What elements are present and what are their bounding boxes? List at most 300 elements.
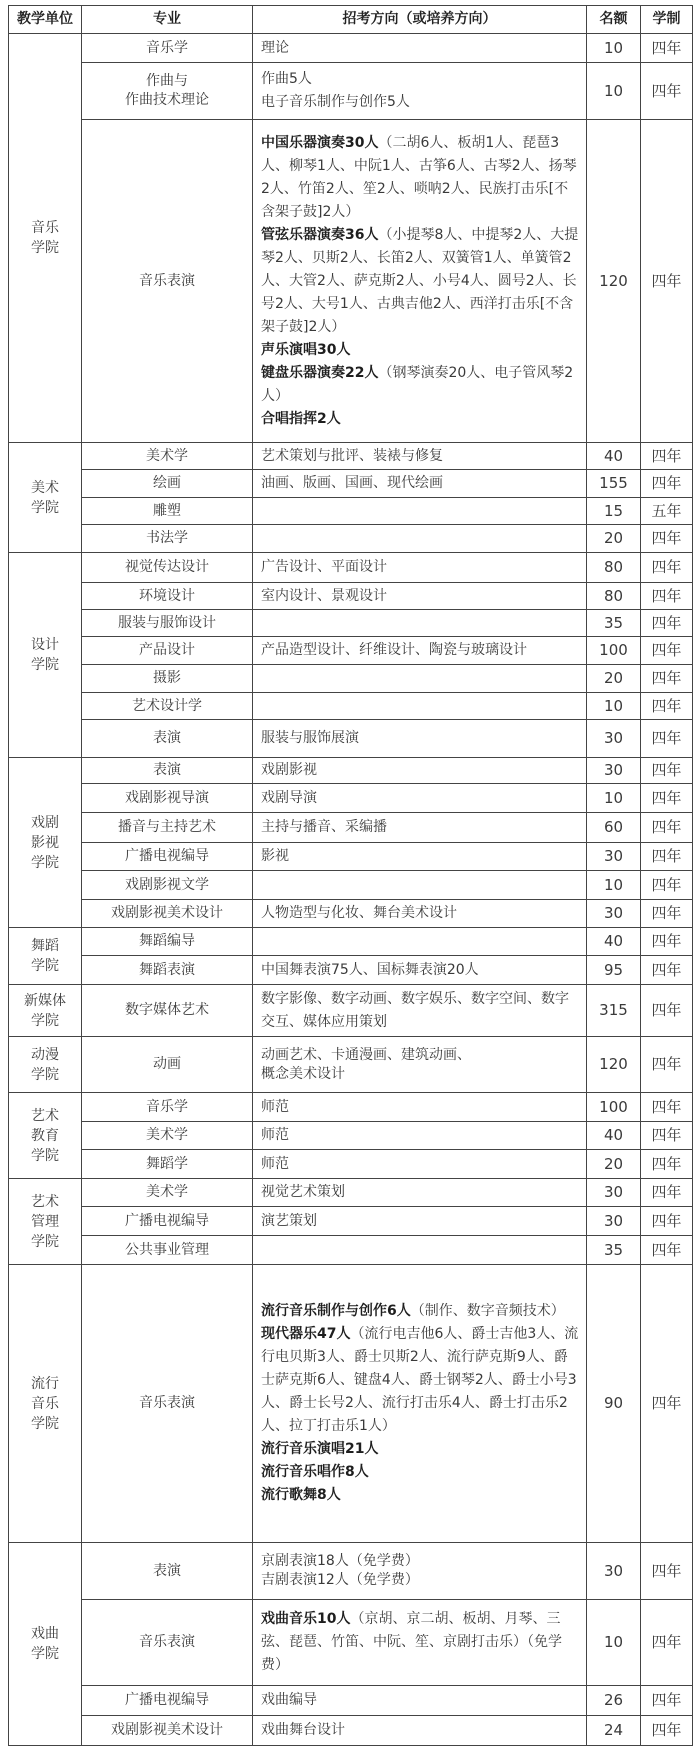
table-row <box>9 525 693 553</box>
quota-cell: 24 <box>587 1716 641 1746</box>
major-name: 广播电视编导 <box>125 848 209 864</box>
major-name: 服装与服饰设计 <box>118 614 216 631</box>
quota-cell: 10 <box>587 693 641 720</box>
quota-cell: 120 <box>587 1037 641 1093</box>
duration-cell: 四年 <box>641 553 693 583</box>
major-name: 动画 <box>153 1056 181 1072</box>
direction-item-detail: 主持与播音、采编播 <box>261 819 387 835</box>
direction-item-detail: 理论 <box>261 39 289 56</box>
direction-item <box>261 1096 580 1119</box>
direction-item-title: 流行音乐演唱21人 <box>261 1441 379 1457</box>
major-cell <box>82 871 253 900</box>
direction-cell <box>253 813 587 843</box>
quota-cell: 30 <box>587 720 641 758</box>
direction-item-detail: 戏曲舞台设计 <box>261 1722 345 1738</box>
direction-cell <box>253 693 587 720</box>
table-row <box>9 871 693 900</box>
duration-cell: 四年 <box>641 1686 693 1716</box>
direction-item-detail: （小提琴8人、中提琴2人、大提琴2人、贝斯2人、长笛2人、双簧管1人、单簧管2人、大管2人、萨克斯2人、小号4人、圆号2人、长号2人、大号1人、古典吉他2人、西洋打击乐[不含架子鼓]2人） <box>261 226 579 335</box>
direction-item-detail: 京剧表演18人（免学费） <box>261 1553 419 1569</box>
direction-cell <box>253 443 587 470</box>
teaching-unit-name: 艺术 <box>31 1107 59 1124</box>
direction-item-detail: 师范 <box>261 1127 289 1143</box>
major-cell <box>82 470 253 498</box>
major-cell <box>82 956 253 985</box>
direction-item-title: 现代器乐47人 <box>261 1326 351 1342</box>
major-name: 绘画 <box>153 475 181 491</box>
major-name: 音乐学 <box>146 39 188 56</box>
major-name: 环境设计 <box>139 587 195 604</box>
major-name: 舞蹈表演 <box>139 961 195 978</box>
direction-cell <box>253 120 587 443</box>
table-row <box>9 985 693 1037</box>
teaching-unit-name: 音乐 <box>31 1395 59 1412</box>
direction-item-title: 中国乐器演奏30人 <box>261 134 379 151</box>
direction-cell <box>253 1686 587 1716</box>
table-row <box>9 1543 693 1600</box>
major-cell <box>82 900 253 928</box>
direction-cell <box>253 1716 587 1746</box>
duration-cell: 四年 <box>641 693 693 720</box>
direction-item-detail: 人物造型与化妆、舞台美术设计 <box>261 905 457 921</box>
quota-cell: 80 <box>587 583 641 610</box>
quota-cell: 10 <box>587 34 641 63</box>
direction-item <box>261 1571 580 1590</box>
duration-cell: 四年 <box>641 758 693 784</box>
duration-cell: 四年 <box>641 34 693 63</box>
duration-cell: 四年 <box>641 1600 693 1686</box>
header-quota: 名额 <box>587 6 641 34</box>
table-row <box>9 1600 693 1686</box>
duration-cell: 四年 <box>641 610 693 637</box>
table-row <box>9 758 693 784</box>
direction-item <box>261 727 580 750</box>
duration-cell: 四年 <box>641 120 693 443</box>
major-name: 书法学 <box>146 530 188 546</box>
teaching-unit-name: 学院 <box>31 1147 59 1164</box>
direction-cell <box>253 498 587 525</box>
direction-item <box>261 362 580 408</box>
major-cell <box>82 63 253 120</box>
quota-cell: 20 <box>587 665 641 693</box>
teaching-unit-name: 学院 <box>31 958 59 974</box>
duration-cell: 四年 <box>641 1265 693 1543</box>
table-row <box>9 843 693 871</box>
direction-item-detail: 数字影像、数字动画、数字娱乐、数字空间、数字交互、媒体应用策划 <box>261 990 569 1030</box>
quota-cell: 30 <box>587 843 641 871</box>
direction-item-detail: 演艺策划 <box>261 1212 317 1229</box>
duration-cell: 四年 <box>641 1207 693 1236</box>
table-row <box>9 443 693 470</box>
quota-cell: 35 <box>587 610 641 637</box>
direction-item <box>261 959 580 982</box>
table-header-row <box>9 6 693 34</box>
table-row <box>9 1037 693 1093</box>
direction-item-detail: 产品造型设计、纤维设计、陶瓷与玻璃设计 <box>261 642 527 658</box>
quota-cell: 20 <box>587 525 641 553</box>
direction-item-detail: 艺术策划与批评、装裱与修复 <box>261 447 443 464</box>
header-unit: 教学单位 <box>9 6 82 34</box>
quota-cell: 15 <box>587 498 641 525</box>
teaching-unit-cell <box>9 1543 82 1746</box>
direction-item <box>261 902 580 925</box>
direction-item <box>261 759 580 782</box>
direction-item <box>261 1210 580 1233</box>
table-row <box>9 583 693 610</box>
quota-cell: 40 <box>587 1122 641 1150</box>
major-name: 戏剧影视美术设计 <box>111 905 223 921</box>
quota-cell: 30 <box>587 900 641 928</box>
table-row <box>9 610 693 637</box>
direction-item <box>261 787 580 810</box>
major-cell <box>82 1207 253 1236</box>
direction-item-detail: 师范 <box>261 1155 289 1172</box>
major-cell <box>82 843 253 871</box>
table-row <box>9 665 693 693</box>
direction-cell <box>253 1600 587 1686</box>
direction-item-detail: （制作、数字音频技术） <box>410 1303 565 1319</box>
direction-item <box>261 68 580 91</box>
direction-item-detail: 吉剧表演12人（免学费） <box>261 1572 419 1588</box>
major-cell <box>82 120 253 443</box>
direction-cell <box>253 583 587 610</box>
direction-item <box>261 1484 580 1507</box>
table-row <box>9 637 693 665</box>
teaching-unit-name: 影视 <box>31 834 59 851</box>
direction-item <box>261 472 580 495</box>
teaching-unit-name: 管理 <box>31 1213 59 1230</box>
direction-cell <box>253 720 587 758</box>
direction-item <box>261 1438 580 1461</box>
major-name: 戏剧影视美术设计 <box>111 1722 223 1738</box>
duration-cell: 四年 <box>641 443 693 470</box>
major-cell <box>82 1265 253 1543</box>
duration-cell: 四年 <box>641 900 693 928</box>
direction-item-detail: 戏剧影视 <box>261 762 317 778</box>
direction-cell <box>253 928 587 956</box>
table-row <box>9 900 693 928</box>
direction-item <box>261 408 580 431</box>
teaching-unit-name: 动漫 <box>31 1046 59 1063</box>
quota-cell: 100 <box>587 1093 641 1122</box>
direction-cell <box>253 63 587 120</box>
direction-item-detail: （流行电吉他6人、爵士吉他3人、流行电贝斯3人、爵士贝斯2人、流行萨克斯9人、爵士萨克斯6人、键盘4人、爵士钢琴2人、爵士小号3人、爵士长号2人、流行打击乐4人、爵士打击乐2人、拉丁打击乐1人） <box>261 1326 579 1434</box>
major-name: 视觉传达设计 <box>125 559 209 575</box>
duration-cell: 四年 <box>641 470 693 498</box>
duration-cell: 四年 <box>641 985 693 1037</box>
duration-cell: 四年 <box>641 813 693 843</box>
direction-cell <box>253 1122 587 1150</box>
major-name: 艺术设计学 <box>132 697 202 714</box>
direction-item-title: 键盘乐器演奏22人 <box>261 364 379 381</box>
table-row <box>9 63 693 120</box>
major-cell <box>82 665 253 693</box>
teaching-unit-cell <box>9 553 82 758</box>
direction-cell <box>253 843 587 871</box>
direction-item <box>261 1124 580 1147</box>
quota-cell: 30 <box>587 1207 641 1236</box>
duration-cell: 四年 <box>641 1150 693 1179</box>
direction-item <box>261 91 580 114</box>
direction-cell <box>253 34 587 63</box>
direction-item <box>261 1689 580 1712</box>
quota-cell: 90 <box>587 1265 641 1543</box>
table-row <box>9 34 693 63</box>
direction-item-detail: （京胡、京二胡、板胡、月琴、三弦、琵琶、竹笛、中阮、笙、京剧打击乐）（免学费） <box>261 1611 562 1673</box>
major-cell <box>82 443 253 470</box>
major-cell <box>82 637 253 665</box>
major-cell <box>82 1150 253 1179</box>
major-cell <box>82 34 253 63</box>
major-name: 戏剧影视文学 <box>125 876 209 893</box>
teaching-unit-name: 舞蹈 <box>31 938 59 954</box>
enrollment-plan-table <box>8 5 693 1746</box>
quota-cell: 80 <box>587 553 641 583</box>
major-name: 舞蹈学 <box>146 1155 188 1172</box>
direction-cell <box>253 610 587 637</box>
quota-cell: 120 <box>587 120 641 443</box>
teaching-unit-cell <box>9 928 82 985</box>
header-major: 专业 <box>82 6 253 34</box>
direction-item <box>261 339 580 362</box>
direction-item <box>261 1608 580 1677</box>
direction-item-title: 声乐演唱30人 <box>261 341 351 358</box>
direction-item <box>261 1300 580 1323</box>
major-cell <box>82 610 253 637</box>
direction-item-title: 流行音乐唱作8人 <box>261 1464 369 1480</box>
quota-cell: 40 <box>587 928 641 956</box>
direction-item <box>261 224 580 339</box>
direction-item-detail: 电子音乐制作与创作5人 <box>261 94 410 110</box>
duration-cell: 四年 <box>641 63 693 120</box>
direction-item <box>261 816 580 839</box>
teaching-unit-name: 学院 <box>31 854 59 871</box>
major-name: 美术学 <box>146 1184 188 1200</box>
major-name: 音乐表演 <box>139 272 195 289</box>
table-row <box>9 720 693 758</box>
direction-item-detail: 作曲5人 <box>261 71 312 87</box>
teaching-unit-name: 学院 <box>31 1066 59 1083</box>
table-row <box>9 1236 693 1265</box>
direction-cell <box>253 1037 587 1093</box>
major-cell <box>82 784 253 813</box>
duration-cell: 四年 <box>641 525 693 553</box>
quota-cell: 35 <box>587 1236 641 1265</box>
direction-item-title: 管弦乐器演奏36人 <box>261 226 379 243</box>
direction-cell <box>253 1236 587 1265</box>
direction-item <box>261 1323 580 1438</box>
major-name: 音乐表演 <box>139 1395 195 1411</box>
teaching-unit-name: 艺术 <box>31 1193 59 1210</box>
direction-item <box>261 1461 580 1484</box>
duration-cell: 四年 <box>641 784 693 813</box>
direction-cell <box>253 956 587 985</box>
teaching-unit-cell <box>9 1037 82 1093</box>
major-cell <box>82 498 253 525</box>
direction-cell <box>253 758 587 784</box>
direction-cell <box>253 637 587 665</box>
quota-cell: 30 <box>587 1179 641 1207</box>
major-name: 产品设计 <box>139 642 195 658</box>
quota-cell: 10 <box>587 871 641 900</box>
direction-item <box>261 1181 580 1204</box>
direction-item-detail: （二胡6人、板胡1人、琵琶3人、柳琴1人、中阮1人、古筝6人、古琴2人、扬琴2人、竹笛2人、笙2人、唢呐2人、民族打击乐[不含架子鼓]2人） <box>261 134 577 220</box>
major-cell <box>82 693 253 720</box>
quota-cell: 10 <box>587 784 641 813</box>
direction-item-title: 合唱指挥2人 <box>261 410 341 427</box>
direction-item-detail: 油画、版画、国画、现代绘画 <box>261 475 443 491</box>
teaching-unit-cell <box>9 443 82 553</box>
direction-item <box>261 37 580 60</box>
table-row <box>9 1265 693 1543</box>
quota-cell: 10 <box>587 1600 641 1686</box>
duration-cell: 四年 <box>641 1122 693 1150</box>
quota-cell: 20 <box>587 1150 641 1179</box>
teaching-unit-name: 学院 <box>31 240 59 256</box>
direction-item <box>261 1552 580 1571</box>
table-row <box>9 1207 693 1236</box>
table-row <box>9 553 693 583</box>
teaching-unit-name: 新媒体 <box>24 992 66 1009</box>
direction-item-detail: 视觉艺术策划 <box>261 1184 345 1200</box>
direction-item <box>261 556 580 579</box>
major-name: 舞蹈编导 <box>139 933 195 949</box>
table-row <box>9 120 693 443</box>
direction-item-detail: 动画艺术、卡通漫画、建筑动画、 <box>261 1046 471 1063</box>
direction-cell <box>253 1207 587 1236</box>
major-name: 作曲技术理论 <box>125 92 209 108</box>
teaching-unit-cell <box>9 1093 82 1179</box>
direction-cell <box>253 470 587 498</box>
teaching-unit-name: 戏曲 <box>31 1626 59 1642</box>
duration-cell: 四年 <box>641 1179 693 1207</box>
direction-cell <box>253 784 587 813</box>
duration-cell: 四年 <box>641 871 693 900</box>
duration-cell: 四年 <box>641 665 693 693</box>
duration-cell: 四年 <box>641 1093 693 1122</box>
major-cell <box>82 1179 253 1207</box>
quota-cell: 30 <box>587 758 641 784</box>
table-row <box>9 1179 693 1207</box>
major-cell <box>82 1236 253 1265</box>
table-row <box>9 1686 693 1716</box>
direction-cell <box>253 1179 587 1207</box>
teaching-unit-name: 设计 <box>31 637 59 653</box>
teaching-unit-name: 教育 <box>31 1127 59 1144</box>
major-cell <box>82 720 253 758</box>
teaching-unit-name: 音乐 <box>31 220 59 236</box>
duration-cell: 四年 <box>641 956 693 985</box>
major-name: 广播电视编导 <box>125 1692 209 1708</box>
direction-item-detail: 戏剧导演 <box>261 789 317 806</box>
teaching-unit-cell <box>9 1179 82 1265</box>
direction-item <box>261 988 580 1034</box>
major-name: 播音与主持艺术 <box>118 819 216 835</box>
duration-cell: 四年 <box>641 1037 693 1093</box>
major-name: 音乐学 <box>146 1098 188 1115</box>
major-cell <box>82 1686 253 1716</box>
direction-item-detail: （钢琴演奏20人、电子管风琴2人） <box>261 364 574 404</box>
major-name: 公共事业管理 <box>125 1241 209 1258</box>
teaching-unit-cell <box>9 985 82 1037</box>
table-row <box>9 1150 693 1179</box>
direction-cell <box>253 525 587 553</box>
direction-item-detail: 广告设计、平面设计 <box>261 559 387 575</box>
direction-item <box>261 585 580 608</box>
teaching-unit-name: 学院 <box>31 657 59 673</box>
teaching-unit-name: 戏剧 <box>31 814 59 831</box>
quota-cell: 315 <box>587 985 641 1037</box>
quota-cell: 60 <box>587 813 641 843</box>
table-row <box>9 956 693 985</box>
major-name: 表演 <box>153 1562 181 1579</box>
teaching-unit-name: 流行 <box>31 1375 59 1392</box>
major-name: 广播电视编导 <box>125 1212 209 1229</box>
table-row <box>9 1122 693 1150</box>
direction-item-title: 戏曲音乐10人 <box>261 1611 351 1627</box>
direction-cell <box>253 1150 587 1179</box>
table-row <box>9 1093 693 1122</box>
direction-cell <box>253 1543 587 1600</box>
direction-cell <box>253 553 587 583</box>
major-cell <box>82 1543 253 1600</box>
duration-cell: 四年 <box>641 1236 693 1265</box>
direction-item-detail: 师范 <box>261 1098 289 1115</box>
direction-item <box>261 1065 580 1084</box>
table-row <box>9 928 693 956</box>
major-name: 数字媒体艺术 <box>125 1002 209 1018</box>
direction-item <box>261 1046 580 1065</box>
quota-cell: 26 <box>587 1686 641 1716</box>
duration-cell: 四年 <box>641 1716 693 1746</box>
direction-cell <box>253 1265 587 1543</box>
major-name: 表演 <box>153 730 181 746</box>
direction-cell <box>253 1093 587 1122</box>
direction-item-detail: 戏曲编导 <box>261 1692 317 1708</box>
teaching-unit-cell <box>9 1265 82 1543</box>
duration-cell: 四年 <box>641 583 693 610</box>
major-cell <box>82 1037 253 1093</box>
direction-item <box>261 639 580 662</box>
teaching-unit-name: 学院 <box>31 1233 59 1250</box>
major-cell <box>82 583 253 610</box>
major-cell <box>82 1716 253 1746</box>
direction-item-detail: 中国舞表演75人、国标舞表演20人 <box>261 961 479 978</box>
direction-item <box>261 132 580 224</box>
table-row <box>9 693 693 720</box>
quota-cell: 30 <box>587 1543 641 1600</box>
duration-cell: 四年 <box>641 843 693 871</box>
direction-cell <box>253 665 587 693</box>
direction-cell <box>253 871 587 900</box>
direction-item <box>261 1153 580 1176</box>
quota-cell: 10 <box>587 63 641 120</box>
direction-item-detail: 概念美术设计 <box>261 1065 345 1082</box>
direction-item-title: 流行音乐制作与创作6人 <box>261 1303 411 1319</box>
quota-cell: 100 <box>587 637 641 665</box>
quota-cell: 95 <box>587 956 641 985</box>
direction-item-detail: 服装与服饰展演 <box>261 730 359 746</box>
major-cell <box>82 813 253 843</box>
major-cell <box>82 553 253 583</box>
major-name: 表演 <box>153 762 181 778</box>
teaching-unit-name: 学院 <box>31 1415 59 1432</box>
major-name: 摄影 <box>153 670 181 686</box>
direction-cell <box>253 900 587 928</box>
major-cell <box>82 758 253 784</box>
major-cell <box>82 1093 253 1122</box>
direction-item-detail: 影视 <box>261 848 289 864</box>
